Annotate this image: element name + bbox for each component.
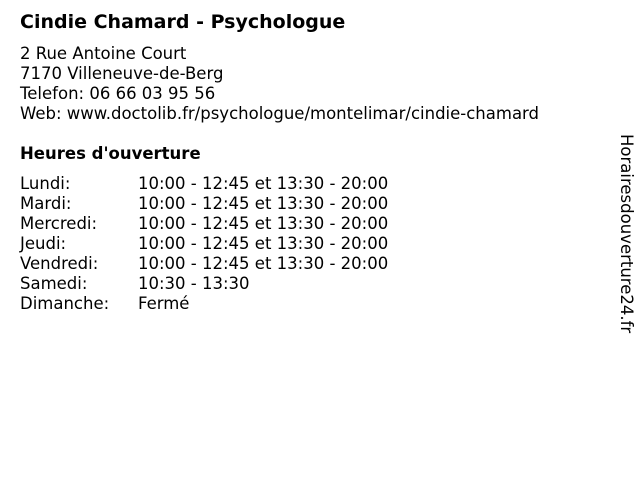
time-value: Fermé (138, 294, 190, 313)
day-label: Vendredi: (20, 254, 99, 273)
business-address-block (20, 44, 539, 124)
time-value: 10:00 - 12:45 et 13:30 - 20:00 (138, 234, 389, 253)
time-value: 10:00 - 12:45 et 13:30 - 20:00 (138, 254, 389, 273)
time-value: 10:00 - 12:45 et 13:30 - 20:00 (138, 174, 389, 193)
website: Web: www.doctolib.fr/psychologue/montelimar/cindie-chamard (20, 104, 540, 123)
day-label: Lundi: (20, 174, 71, 193)
day-label: Jeudi: (20, 234, 67, 253)
street-address: 2 Rue Antoine Court (20, 44, 187, 63)
hours-row-saturday (20, 274, 388, 294)
day-label: Samedi: (20, 274, 88, 293)
city-address: 7170 Villeneuve-de-Berg (20, 64, 224, 83)
hours-row-tuesday (20, 194, 388, 214)
hours-row-thursday (20, 234, 388, 254)
hours-row-monday (20, 174, 388, 194)
day-label: Mardi: (20, 194, 72, 213)
time-value: 10:00 - 12:45 et 13:30 - 20:00 (138, 214, 389, 233)
opening-hours-table (20, 174, 388, 314)
business-title: Cindie Chamard - Psychologue (20, 11, 346, 33)
hours-row-sunday (20, 294, 388, 314)
day-label: Mercredi: (20, 214, 98, 233)
day-label: Dimanche: (20, 294, 110, 313)
phone-number: Telefon: 06 66 03 95 56 (20, 84, 216, 103)
hours-row-wednesday (20, 214, 388, 234)
time-value: 10:30 - 13:30 (138, 274, 250, 293)
time-value: 10:00 - 12:45 et 13:30 - 20:00 (138, 194, 389, 213)
hours-heading: Heures d'ouverture (20, 144, 201, 163)
hours-row-friday (20, 254, 388, 274)
site-watermark-label: Horairesdouverture24.fr (617, 134, 636, 334)
